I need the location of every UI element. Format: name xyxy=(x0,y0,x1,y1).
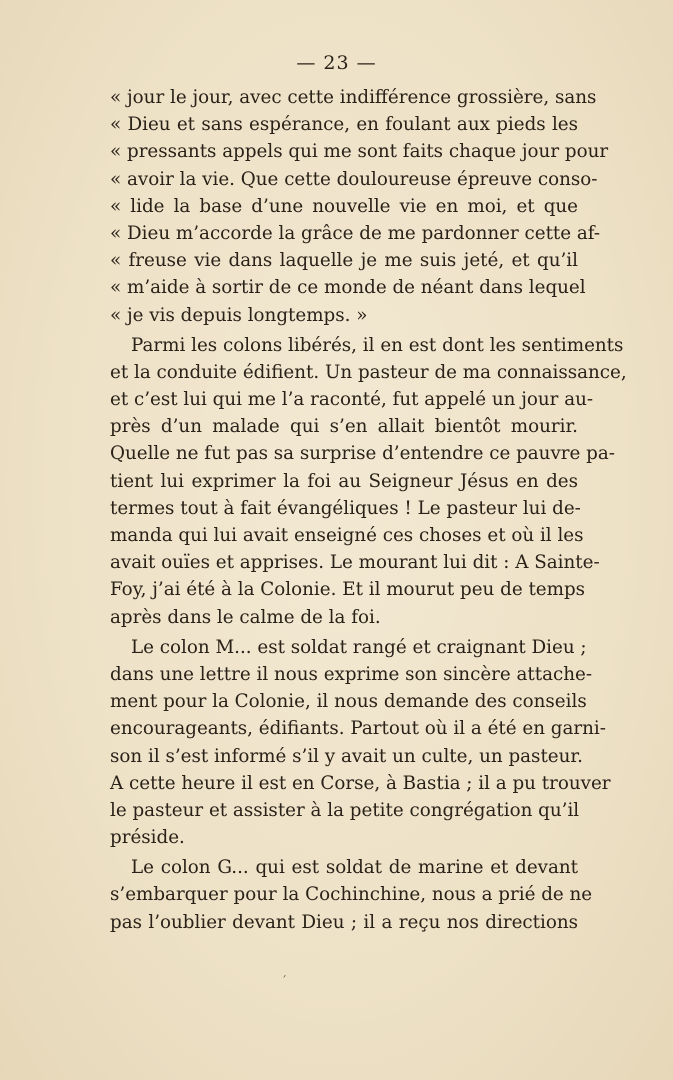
text-line: après dans le calme de la foi. xyxy=(110,606,381,628)
text-line: « avoir la vie. Que cette douloureuse épreuve conso- xyxy=(110,168,598,190)
text-line: Quelle ne fut pas sa surprise d’entendre ce pauvre pa- xyxy=(110,443,615,465)
text-line: et c’est lui qui me l’a raconté, fut appelé un jour au- xyxy=(110,389,594,411)
text-line: Le colon M... est soldat rangé et craignant Dieu ; xyxy=(131,636,587,658)
text-line: préside. xyxy=(110,827,185,849)
page-number: — 23 — xyxy=(296,52,377,74)
text-line: son il s’est informé s’il y avait un culte, un pasteur. xyxy=(110,745,583,767)
text-line: s’embarquer pour la Cochinchine, nous a prié de ne xyxy=(110,884,593,906)
text-line: A cette heure il est en Corse, à Bastia ; il a pu trouver xyxy=(110,772,611,794)
text-line: près d’un malade qui s’en allait bientôt mourir. xyxy=(110,416,578,438)
text-line: Foy, j’ai été à la Colonie. Et il mourut peu de temps xyxy=(110,579,586,601)
text-line: tient lui exprimer la foi au Seigneur Jésus en des xyxy=(110,470,578,492)
text-line: « je vis depuis longtemps. » xyxy=(110,304,368,326)
text-line: le pasteur et assister à la petite congrégation qu’il xyxy=(110,799,580,821)
text-line: dans une lettre il nous exprime son sincère attache- xyxy=(110,663,593,685)
body-text xyxy=(110,84,627,936)
text-line: « lide la base d’une nouvelle vie en moi, et que xyxy=(110,195,578,217)
text-line: ment pour la Colonie, il nous demande des conseils xyxy=(110,691,587,713)
text-line: « Dieu m’accorde la grâce de me pardonner cette af- xyxy=(110,222,601,244)
text-line: « jour le jour, avec cette indifférence grossière, sans xyxy=(110,87,597,108)
text-line: termes tout à fait évangéliques ! Le pasteur lui de- xyxy=(110,497,581,519)
text-line: encourageants, édifiants. Partout où il a été en garni- xyxy=(110,718,606,740)
text-line: Parmi les colons libérés, il en est dont les sentiments xyxy=(131,334,624,356)
text-line: pas l’oublier devant Dieu ; il a reçu nos directions xyxy=(110,911,578,933)
text-line: « m’aide à sortir de ce monde de néant dans lequel xyxy=(110,277,586,299)
stray-ink-mark: ˊ xyxy=(281,974,287,988)
text-line: Le colon G... qui est soldat de marine et devant xyxy=(131,857,578,879)
text-line: et la conduite édifient. Un pasteur de ma connaissance, xyxy=(110,361,627,383)
text-line: manda qui lui avait enseigné ces choses et où il les xyxy=(110,525,584,546)
text-line: « freuse vie dans laquelle je me suis jeté, et qu’il xyxy=(110,250,578,272)
text-line: « Dieu et sans espérance, en foulant aux pieds les xyxy=(110,114,578,136)
text-line: avait ouïes et apprises. Le mourant lui dit : A Sainte- xyxy=(110,552,600,574)
text-line: « pressants appels qui me sont faits chaque jour pour xyxy=(110,141,609,163)
